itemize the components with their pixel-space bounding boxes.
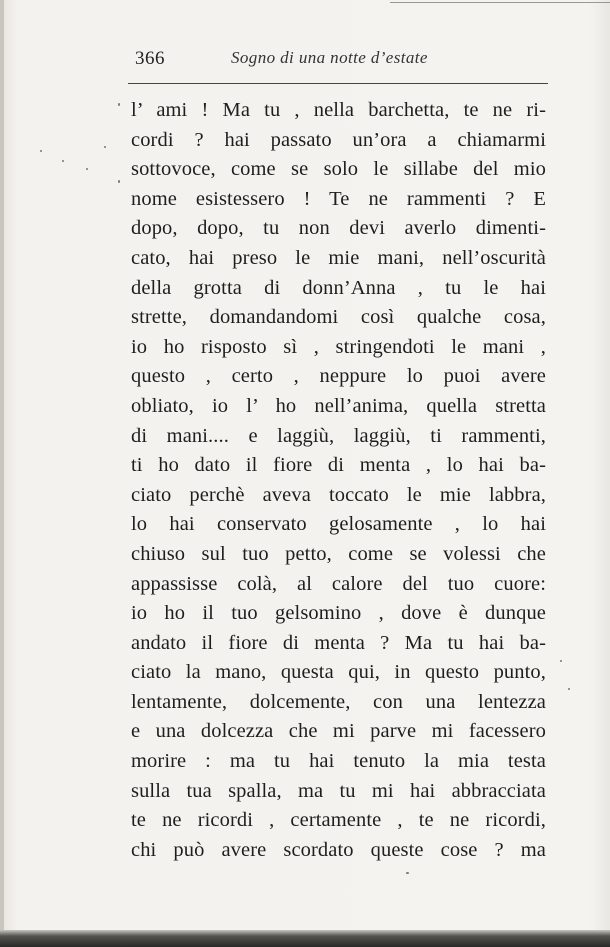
scan-speck [118, 103, 120, 106]
running-head [135, 48, 545, 78]
text-line: lo hai conservato gelosamente , lo hai [131, 513, 546, 536]
scan-speck [406, 872, 409, 874]
text-line: e una dolcezza che mi parve mi facessero [131, 720, 546, 743]
text-line: di mani.... e laggiù, laggiù, ti rammenti, [131, 424, 546, 447]
scan-speck [118, 180, 120, 183]
text-line: questo , certo , neppure lo puoi avere [131, 365, 546, 388]
scan-speck [104, 146, 106, 148]
text-line: ciato la mano, questa qui, in questo punto, [131, 661, 546, 684]
text-line: nome esistessero ! Te ne rammenti ? E [131, 187, 546, 210]
scan-speck [568, 688, 570, 690]
scan-bottom-edge [0, 930, 610, 947]
text-line: dopo, dopo, tu non devi averlo dimenti- [131, 217, 546, 240]
body-text [131, 96, 546, 865]
scan-speck [40, 150, 42, 152]
text-line: chiuso sul tuo petto, come se volessi che [131, 542, 546, 565]
text-line: ti ho dato il fiore di menta , lo hai ba- [131, 454, 546, 477]
text-line: strette, domandandomi così qualche cosa, [131, 306, 546, 329]
text-line: obliato, io l’ ho nell’anima, quella stretta [131, 394, 546, 417]
text-line: morire : ma tu hai tenuto la mia testa [131, 750, 546, 773]
text-line: appassisse colà, al calore del tuo cuore: [131, 572, 546, 595]
top-edge-mark [390, 2, 610, 3]
page-left-edge [0, 0, 4, 947]
text-line: cato, hai preso le mie mani, nell’oscurità [131, 246, 546, 269]
text-line: l’ ami ! Ma tu , nella barchetta, te ne ri- [131, 99, 546, 121]
text-line: cordi ? hai passato un’ora a chiamarmi [131, 128, 546, 151]
text-line: sottovoce, come se solo le sillabe del mio [131, 158, 546, 181]
text-line: io ho il tuo gelsomino , dove è dunque [131, 602, 546, 625]
scan-speck [560, 660, 562, 662]
text-line: sulla tua spalla, ma tu mi hai abbracciata [131, 779, 546, 802]
text-line: della grotta di donn’Anna , tu le hai [131, 276, 546, 299]
text-line: chi può avere scordato queste cose ? ma [131, 838, 546, 861]
text-line: te ne ricordi , certamente , te ne ricordi, [131, 809, 546, 832]
scan-speck [86, 168, 88, 170]
running-title: Sogno di una notte d’estate [231, 48, 428, 67]
text-line: lentamente, dolcemente, con una lentezza [131, 690, 546, 713]
text-line: andato il fiore di menta ? Ma tu hai ba- [131, 631, 546, 654]
text-line: io ho risposto sì , stringendoti le mani , [131, 335, 546, 358]
page-number: 366 [135, 48, 165, 69]
text-line: ciato perchè aveva toccato le mie labbra, [131, 483, 546, 506]
header-rule [128, 83, 548, 84]
scan-speck [62, 160, 64, 162]
